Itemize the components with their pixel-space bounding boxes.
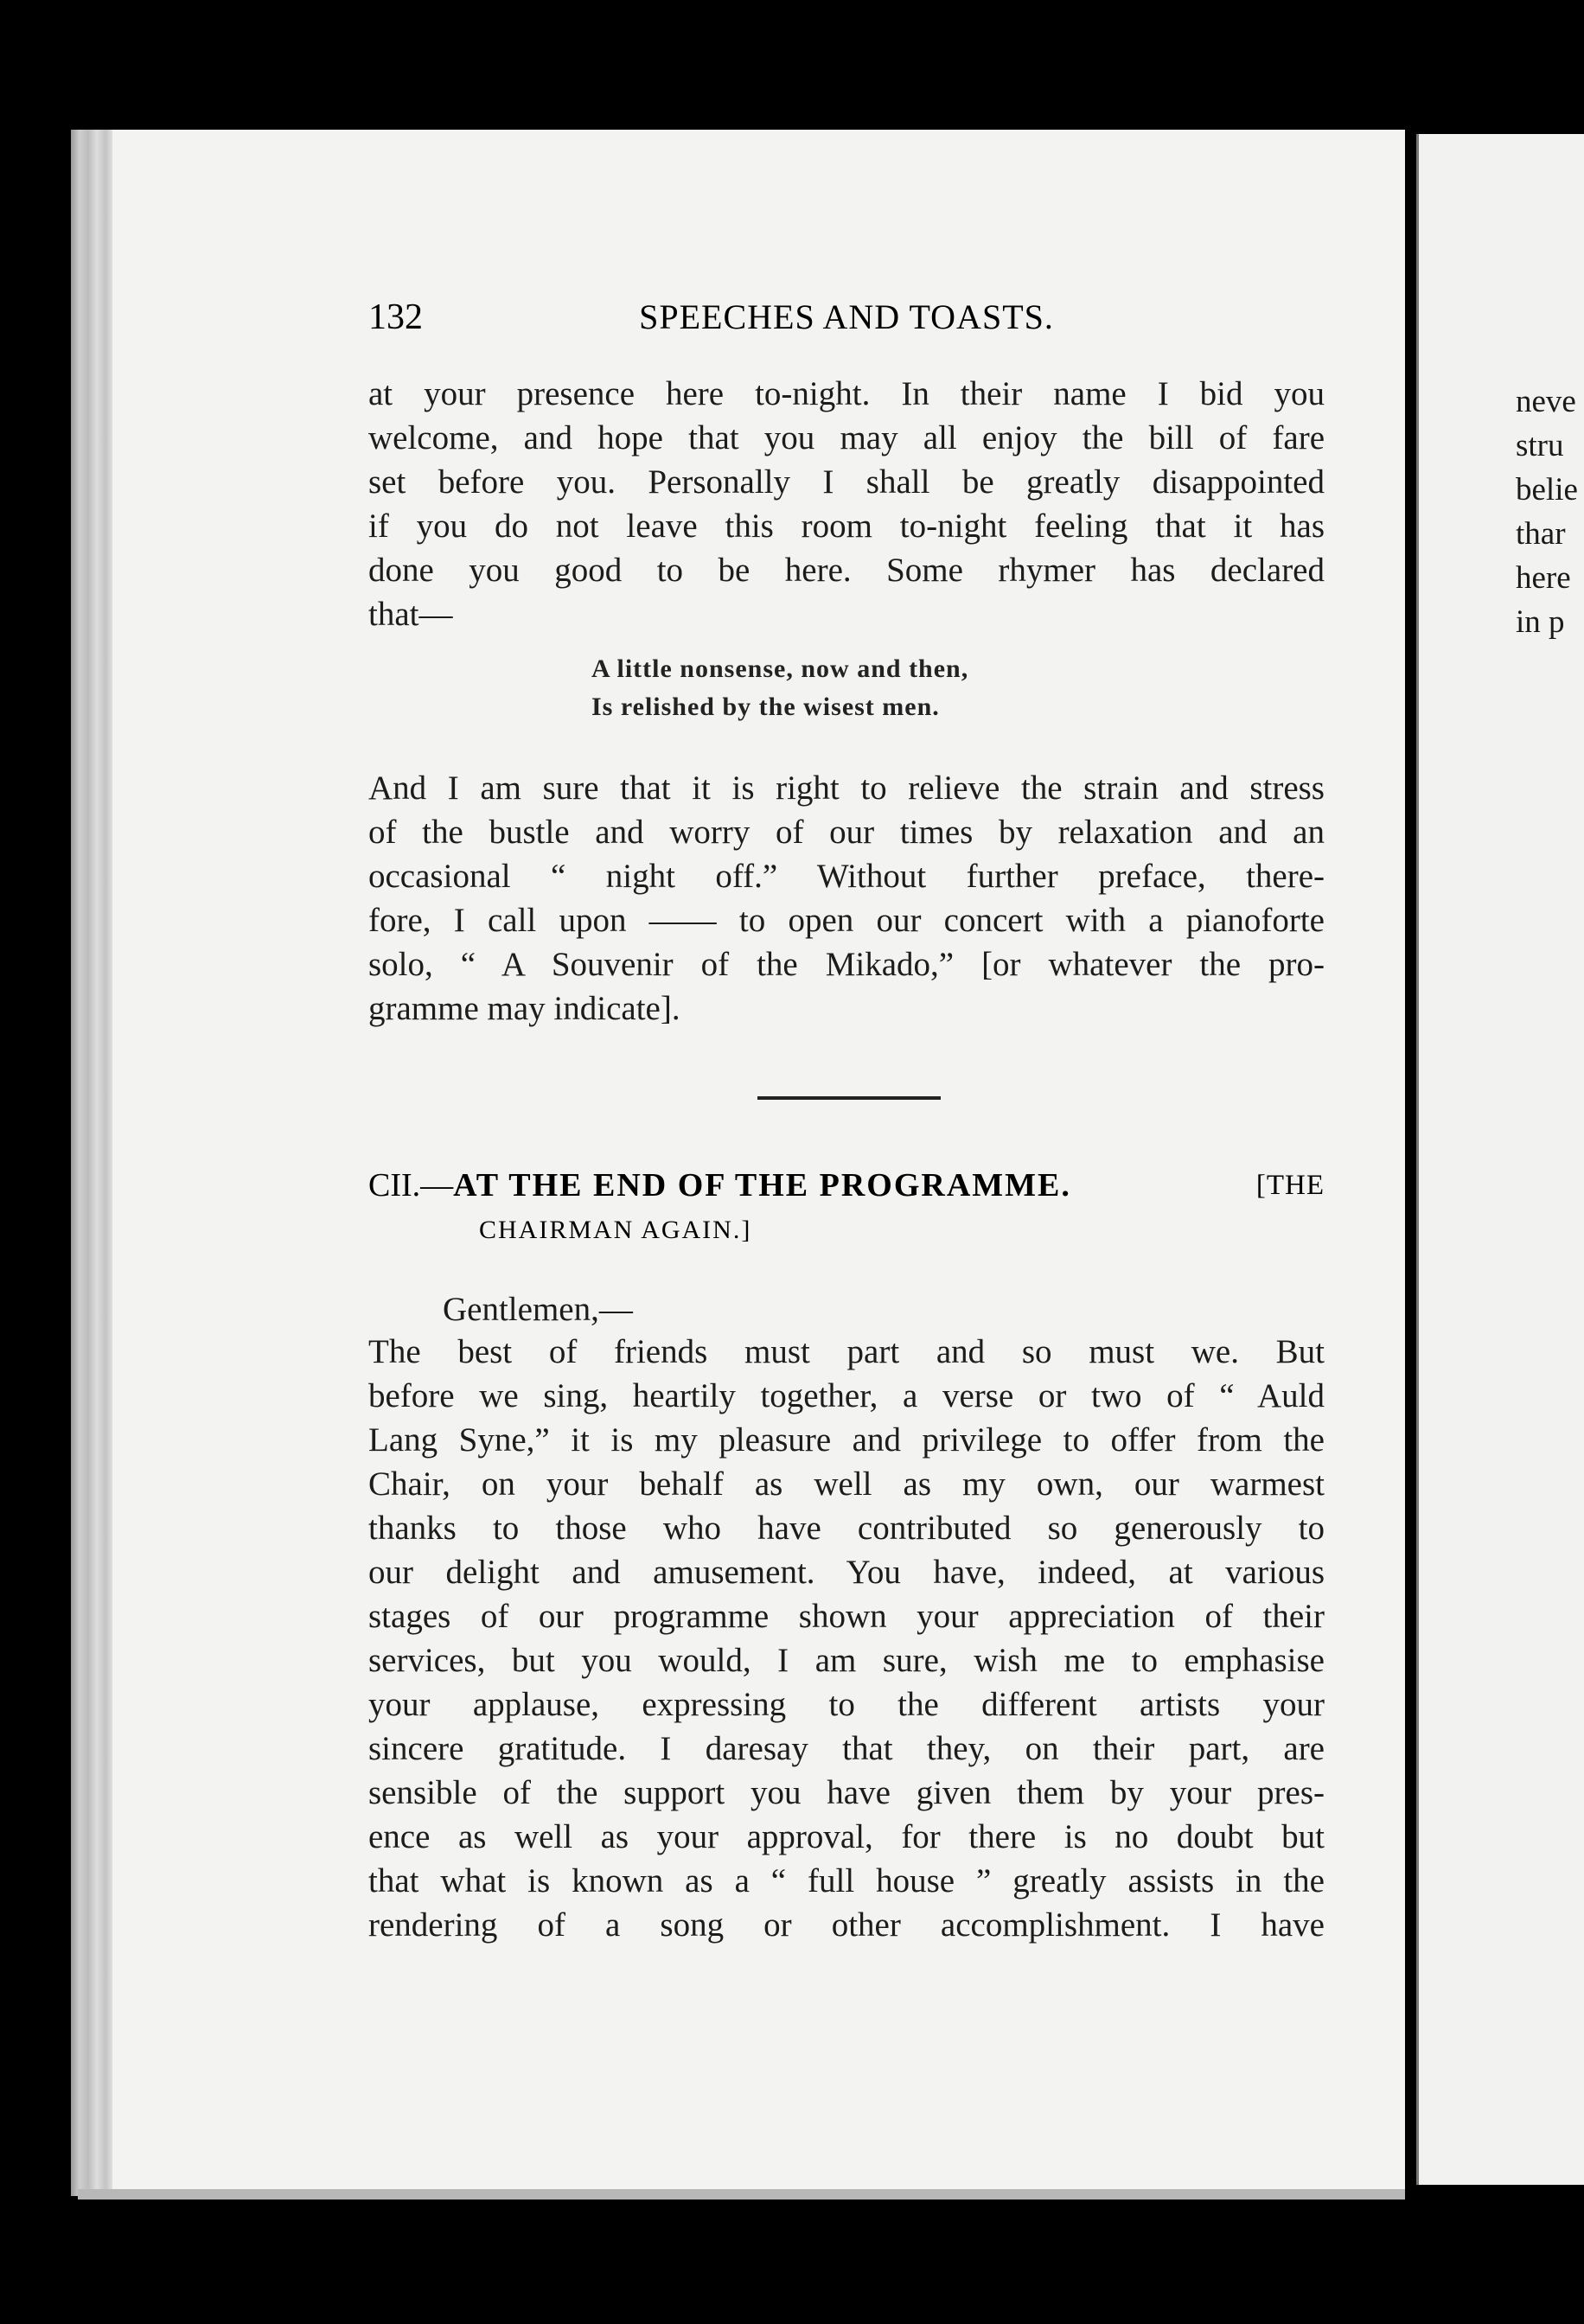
verse-line: Is relished by the wisest men.	[591, 693, 940, 721]
text-line: thanks to those who have contributed so generously to	[368, 1510, 1325, 1547]
text-line: Chair, on your behalf as well as my own, our warmest	[368, 1465, 1325, 1503]
text-line: ence as well as your approval, for there is no doubt but	[368, 1818, 1325, 1855]
running-title: SPEECHES AND TOASTS.	[639, 297, 1054, 336]
text-line: before we sing, heartily together, a verse or two of “ Auld	[368, 1377, 1325, 1414]
section-title: AT THE END OF THE PROGRAMME.	[453, 1167, 1071, 1204]
section-number: CII.—	[368, 1167, 454, 1204]
paragraph-3	[368, 1330, 1325, 1947]
text-line: occasional “ night off.” Without further preface, there-	[368, 858, 1325, 895]
section-tag-close: CHAIRMAN AGAIN.]	[479, 1216, 752, 1244]
facing-page-line: neve	[1516, 384, 1576, 419]
section-tag-open: [THE	[1255, 1170, 1325, 1201]
text-line: welcome, and hope that you may all enjoy the bill of fare	[368, 419, 1325, 456]
facing-page-line: stru	[1516, 428, 1564, 463]
text-line: solo, “ A Souvenir of the Mikado,” [or whatever the pro-	[368, 946, 1325, 983]
facing-page-line: in p	[1516, 604, 1565, 640]
text-line: stages of our programme shown your appreciation of their	[368, 1598, 1325, 1635]
text-line: And I am sure that it is right to relieve the strain and stress	[368, 769, 1325, 807]
text-line: sincere gratitude. I daresay that they, on their part, are	[368, 1730, 1325, 1767]
text-line: our delight and amusement. You have, indeed, at various	[368, 1554, 1325, 1591]
text-line: The best of friends must part and so must we. But	[368, 1333, 1325, 1370]
text-line: gramme may indicate].	[368, 990, 680, 1027]
salutation: Gentlemen,—	[443, 1291, 633, 1328]
text-line: your applause, expressing to the different artists your	[368, 1686, 1325, 1723]
page-number: 132	[368, 297, 423, 337]
verse-line: A little nonsense, now and then,	[591, 654, 969, 683]
text-line: at your presence here to-night. In their name I bid you	[368, 375, 1325, 412]
facing-page-line: thar	[1516, 516, 1566, 552]
text-line: sensible of the support you have given them by your pres-	[368, 1774, 1325, 1811]
text-line: services, but you would, I am sure, wish me to emphasise	[368, 1642, 1325, 1679]
facing-page-line: here	[1516, 560, 1571, 596]
text-line: that what is known as a “ full house ” greatly assists in the	[368, 1862, 1325, 1899]
paragraph-2	[368, 766, 1325, 1031]
text-line: if you do not leave this room to-night feeling that it has	[368, 508, 1325, 545]
text-line: that—	[368, 596, 453, 633]
facing-page-line: belie	[1516, 472, 1578, 508]
text-line: done you good to be here. Some rhymer has declared	[368, 552, 1325, 589]
page-bottom-edge	[78, 2189, 1405, 2200]
running-head	[368, 297, 1325, 348]
paragraph-1	[368, 372, 1325, 636]
section-heading	[368, 1163, 1325, 1244]
text-line: of the bustle and worry of our times by relaxation and an	[368, 814, 1325, 851]
verse-quote	[591, 650, 968, 726]
text-line: fore, I call upon —— to open our concert with a pianoforte	[368, 902, 1325, 939]
section-divider	[757, 1096, 941, 1100]
text-line: Lang Syne,” it is my pleasure and privilege to offer from the	[368, 1421, 1325, 1459]
text-line: set before you. Personally I shall be greatly disappointed	[368, 463, 1325, 501]
page-edge	[71, 130, 114, 2196]
text-line: rendering of a song or other accomplishment. I have	[368, 1906, 1325, 1944]
facing-page	[1416, 134, 1584, 2185]
